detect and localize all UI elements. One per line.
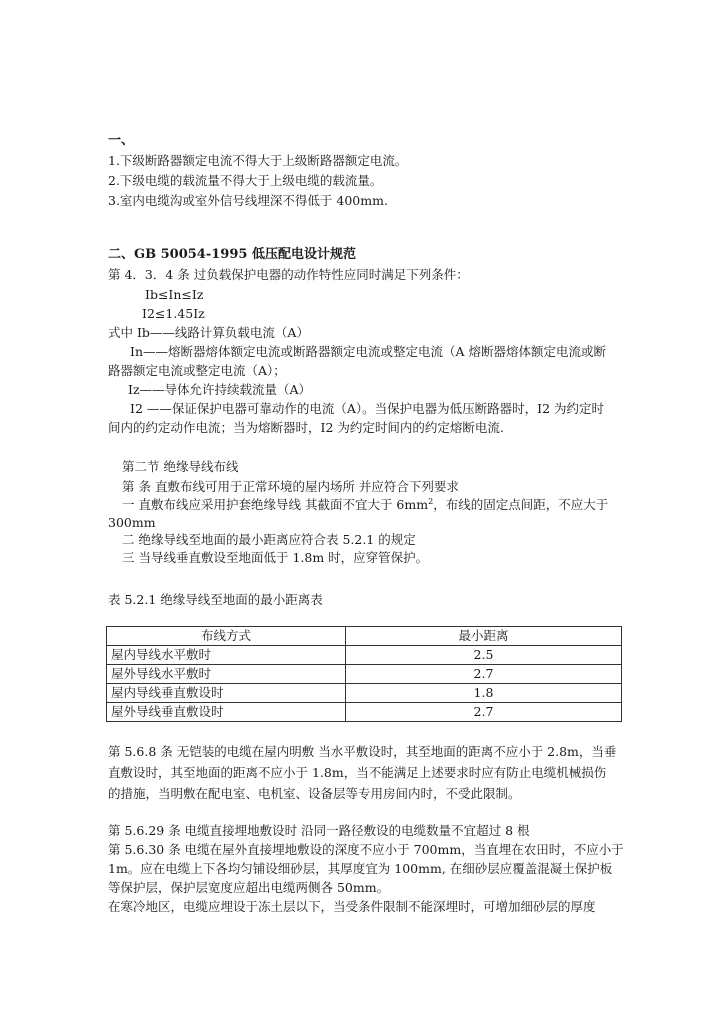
table-header-row: [107, 627, 622, 646]
item1-text-a: 一 直敷布线应采用护套绝缘导线 其截面不宜大于 6mm: [122, 497, 429, 512]
clause-5-6-8-line3: 的措施，当明敷在配电室、电机室、设备层等专用房间内时，不受此限制。: [108, 786, 521, 801]
section2-clause: 第 4．3．4 条 过负载保护电器的动作特性应同时满足下列条件：: [108, 267, 469, 282]
table-row: [107, 684, 622, 703]
section1-item-2: 2.下级电缆的载流量不得大于上级电缆的载流量。: [108, 173, 383, 188]
definition-i2-line1: I2 ——保证保护电器可靠动作的电流（A）。当保护电器为低压断路器时，I2 为约定时: [130, 401, 605, 416]
formula-2: I2≤1.45Iz: [142, 306, 205, 321]
clause-5-6-29: 第 5.6.29 条 电缆直接埋地敷设时 沿同一路径敷设的电缆数量不宜超过 8 根: [108, 823, 530, 838]
table-caption: 表 5.2.1 绝缘导线至地面的最小距离表: [108, 592, 323, 607]
section3-item3: 三 当导线垂直敷设至地面低于 1.8m 时，应穿管保护。: [122, 550, 429, 565]
table-cell-distance: 2.7: [346, 703, 622, 722]
definition-ib: 式中 Ib——线路计算负载电流（A）: [108, 325, 309, 340]
section3-item1-line1: [122, 496, 608, 514]
definition-in-line2: 路器额定电流或整定电流（A）；: [108, 363, 286, 378]
item1-superscript: 2: [428, 496, 434, 506]
table-cell-distance: 1.8: [346, 684, 622, 703]
clause-5-6-30-line1: 第 5.6.30 条 电缆在屋外直接埋地敷设的深度不应小于 700mm，当直埋在农田时，不应小于: [108, 842, 624, 857]
table-cell-method: 屋内导线水平敷时: [107, 646, 346, 665]
section3-clause: 第 条 直敷布线可用于正常环境的屋内场所 并应符合下列要求: [122, 479, 459, 494]
table-cell-method: 屋内导线垂直敷设时: [107, 684, 346, 703]
clause-5-6-8-line2: 直敷设时，其至地面的距离不应小于 1.8m，当不能满足上述要求时应有防止电缆机械损伤: [108, 765, 607, 780]
table-row: [107, 646, 622, 665]
section3-item1-line2: 300mm: [108, 515, 156, 530]
table-header-distance: 最小距离: [346, 627, 622, 646]
section2-heading: 二、GB 50054-1995 低压配电设计规范: [108, 247, 356, 262]
table-cell-method: 屋外导线水平敷时: [107, 665, 346, 684]
section1-item-1: 1.下级断路器额定电流不得大于上级断路器额定电流。: [108, 153, 408, 168]
table-cell-distance: 2.7: [346, 665, 622, 684]
table-header-method: 布线方式: [107, 627, 346, 646]
cold-region-paragraph: 在寒冷地区，电缆应埋设于冻土层以下，当受条件限制不能深埋时，可增加细砂层的厚度: [108, 899, 596, 914]
section3-item2: 二 绝缘导线至地面的最小距离应符合表 5.2.1 的规定: [122, 532, 416, 547]
min-distance-table: [106, 626, 622, 722]
definition-i2-line2: 间内的约定动作电流；当为熔断器时，I2 为约定时间内的约定熔断电流.: [108, 420, 504, 435]
clause-5-6-8-line1: 第 5.6.8 条 无铠装的电缆在屋内明敷 当水平敷设时，其至地面的距离不应小于 2.8m，当垂: [108, 744, 617, 759]
table-cell-method: 屋外导线垂直敷设时: [107, 703, 346, 722]
section1-heading: 一、: [108, 133, 135, 148]
formula-1: Ib≤In≤Iz: [145, 287, 204, 302]
table-row: [107, 703, 622, 722]
definition-iz: Iz——导体允许持续载流量（A）: [128, 382, 312, 397]
definition-in-line1: In——熔断器熔体额定电流或断路器额定电流或整定电流（A 熔断器熔体额定电流或断: [130, 344, 606, 359]
table-row: [107, 665, 622, 684]
item1-text-b: ，布线的固定点间距，不应大于: [433, 497, 609, 512]
table-cell-distance: 2.5: [346, 646, 622, 665]
section3-title: 第二节 绝缘导线布线: [122, 459, 239, 474]
clause-5-6-30-line2: 1m。应在电缆上下各均匀铺设细砂层，其厚度宜为 100mm, 在细砂层应覆盖混凝土保护板: [108, 861, 613, 876]
section1-item-3: 3.室内电缆沟或室外信号线埋深不得低于 400mm.: [108, 193, 388, 208]
clause-5-6-30-line3: 等保护层，保护层宽度应超出电缆两侧各 50mm。: [108, 880, 390, 895]
